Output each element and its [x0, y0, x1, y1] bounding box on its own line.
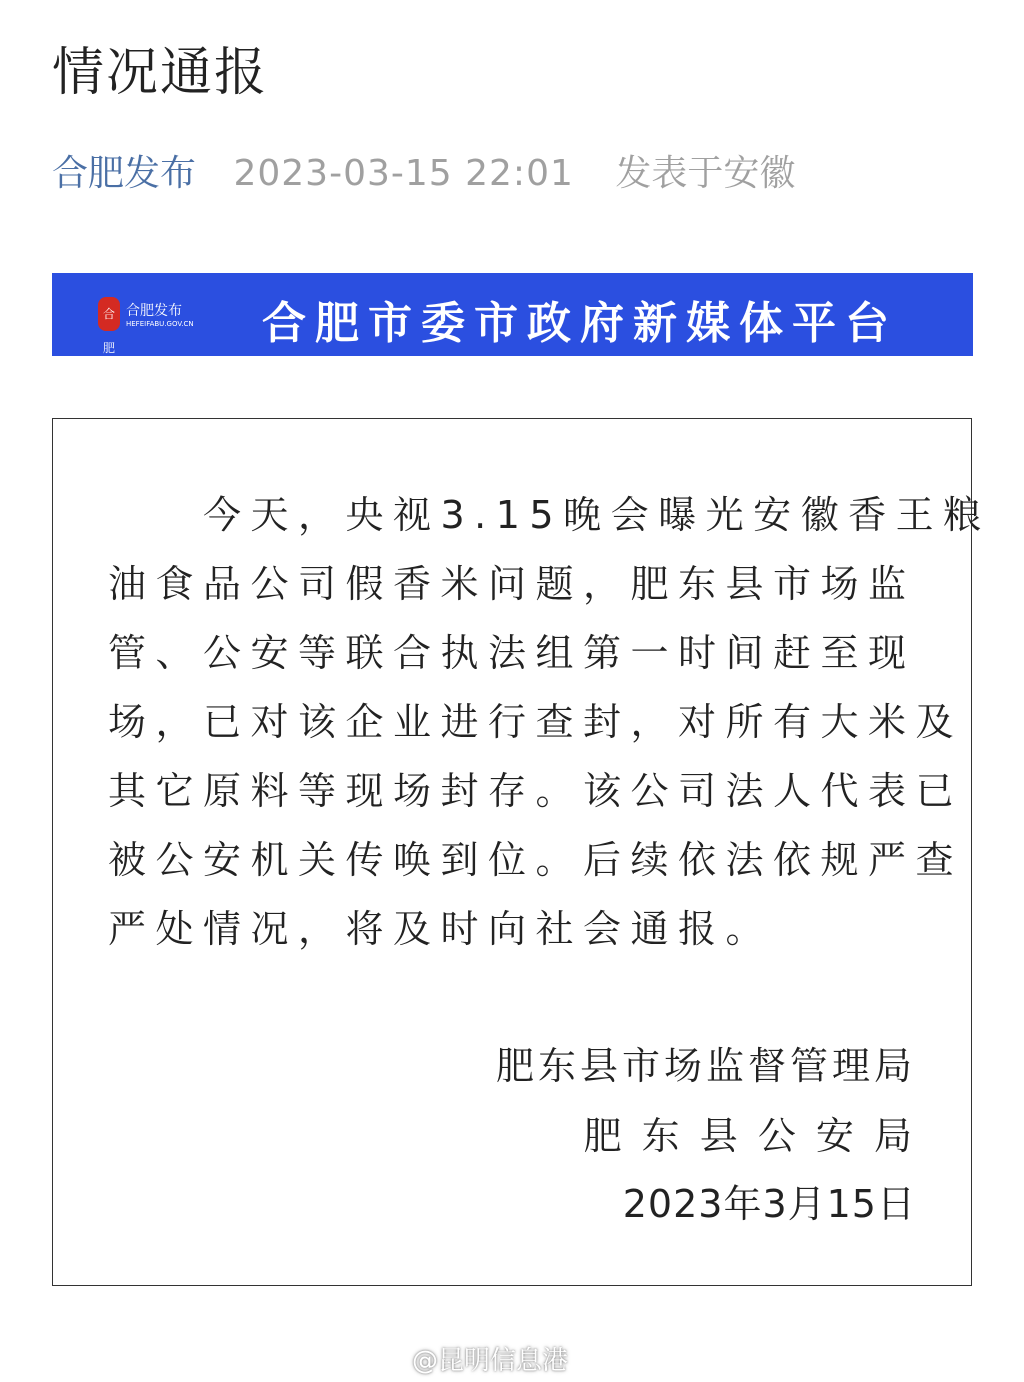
signature-market-bureau: 肥东县市场监督管理局: [495, 1044, 916, 1088]
source-link[interactable]: 合肥发布: [52, 153, 197, 194]
banner: [52, 273, 973, 356]
publish-location: 发表于安徽: [615, 153, 796, 194]
banner-title: 合肥市委市政府新媒体平台: [262, 298, 898, 349]
notice-line: 严处情况，将及时向社会通报。: [108, 907, 774, 951]
weibo-watermark: @昆明信息港: [412, 1346, 569, 1376]
logo-domain: HEFEIFABU.GOV.CN: [126, 320, 194, 328]
notice-line: 其它原料等现场封存。该公司法人代表已: [108, 769, 964, 813]
notice-line: 被公安机关传唤到位。后续依法依规严查: [108, 838, 964, 882]
page-title: 情况通报: [52, 43, 269, 103]
notice-line: 场，已对该企业进行查封，对所有大米及: [108, 700, 964, 744]
logo-name: 合肥发布: [126, 303, 182, 319]
notice-date: 2023年3月15日: [622, 1182, 916, 1226]
logo-icon: 合肥: [98, 297, 120, 331]
notice-box: [52, 418, 991, 1286]
notice-body: [108, 481, 991, 964]
publish-time: 2023-03-15 22:01: [233, 153, 574, 194]
article-meta: [52, 145, 795, 196]
signature-police-bureau: 肥 东 县 公 安 局: [583, 1114, 916, 1158]
notice-line: 管、公安等联合执法组第一时间赶至现: [108, 631, 916, 675]
notice-line: 今天，央视3.15晚会曝光安徽香王粮: [108, 493, 991, 537]
notice-line: 油食品公司假香米问题，肥东县市场监: [108, 562, 916, 606]
